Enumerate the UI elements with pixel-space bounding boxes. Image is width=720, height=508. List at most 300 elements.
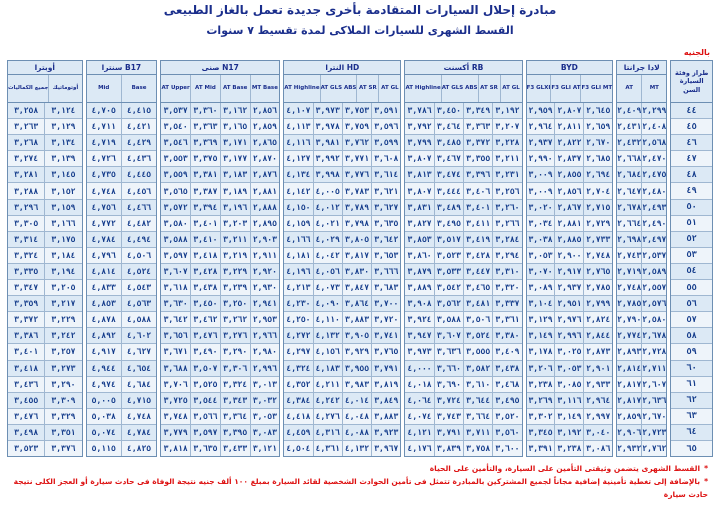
table-cell: ٥,٠٠٥ — [87, 393, 122, 408]
table-row — [405, 232, 521, 248]
table-cell: ٤,٨٢٥ — [127, 444, 152, 454]
table-row — [671, 216, 712, 232]
table-cell: ٤,٠١٨ — [405, 377, 434, 392]
table-cell: ٤,٦٨٤ — [127, 379, 152, 389]
table-cell: ٤,٥٠٦ — [127, 250, 152, 260]
age-cell: ٥٩ — [686, 346, 697, 357]
table-cell: ٤,٧٣٥ — [87, 167, 122, 182]
subheader-row — [87, 75, 157, 103]
table-cell: ٤,١٠٧ — [284, 103, 313, 118]
table-cell: ٣,٤٢٨ — [464, 248, 493, 263]
table-cell: ٣,٢١١ — [495, 154, 520, 164]
table-cell: ٣,٢٦٠ — [495, 202, 520, 212]
table-cell: ٣,٠٠٩ — [527, 167, 556, 182]
table-cell: ٤,٤٦٦ — [127, 202, 152, 212]
table-cell: ٣,٥٥٩ — [161, 167, 191, 182]
table-cell: ٣,٥٩٧ — [161, 248, 191, 263]
table-cell: ٥,٠٧٤ — [87, 425, 122, 440]
subheader-row — [405, 75, 521, 103]
table-cell: ٣,٦٠٧ — [161, 264, 191, 279]
table-row — [405, 328, 521, 344]
panel-age — [670, 60, 713, 457]
table-row — [617, 135, 666, 151]
table-cell: ٣,٩٢٤ — [405, 312, 434, 327]
table-cell: ٣,٢٩٦ — [8, 200, 45, 215]
table-cell: ٣,٤٥٥ — [8, 393, 45, 408]
table-cell: ٢,٦٦٤ — [617, 216, 642, 231]
table-cell: ٤,١٥٦ — [314, 344, 343, 359]
table-cell: ٢,٩١١ — [252, 250, 277, 260]
table-cell: ٢,٦٧٠ — [642, 411, 667, 421]
table-cell: ٣,٩٧٨ — [314, 119, 343, 134]
table-cell: ٣,٣٩٦ — [464, 167, 493, 182]
table-cell: ٢,٨٥٩ — [617, 409, 642, 424]
table-cell: ٣,٥٣٣ — [435, 264, 464, 279]
table-cell: ٣,٣٨٦ — [8, 328, 45, 343]
table-row — [8, 425, 82, 441]
table-row — [527, 167, 613, 183]
table-row — [671, 296, 712, 312]
table-row — [284, 216, 400, 232]
table-cell: ٣,٠٤٠ — [586, 427, 611, 437]
age-cell: ٥٢ — [686, 234, 697, 245]
table-cell: ٣,٤٣٨ — [495, 363, 520, 373]
table-row — [8, 296, 82, 312]
table-cell: ٣,٣٨٧ — [191, 183, 221, 198]
table-cell: ٣,٩٨٣ — [343, 377, 372, 392]
table-cell: ٣,٨٥٣ — [405, 232, 434, 247]
table-cell: ٢,٧٠٤ — [586, 186, 611, 196]
table-row — [161, 361, 279, 377]
table-cell: ٢,٥٣٧ — [642, 250, 667, 260]
table-cell: ٣,٢٢٨ — [495, 138, 520, 148]
table-row — [8, 216, 82, 232]
table-cell: ٣,٩٩٢ — [314, 151, 343, 166]
age-cell: ٦٢ — [686, 395, 697, 406]
table-cell: ٢,٩٥٣ — [252, 315, 277, 325]
panel-lada — [616, 60, 667, 457]
table-cell: ٤,٧٥٦ — [87, 200, 122, 215]
table-cell: ٣,٥٤٦ — [161, 135, 191, 150]
table-cell: ٣,٦٣٦ — [435, 344, 464, 359]
table-cell: ٣,٦٠٧ — [435, 328, 464, 343]
table-cell: ٢,٦٩٤ — [586, 170, 611, 180]
table-cell: ٣,٦٨٨ — [161, 361, 191, 376]
table-cell: ٣,٤٣٦ — [8, 377, 45, 392]
age-header-text: السن — [683, 85, 701, 94]
table-cell: ٤,٢٩٧ — [284, 344, 313, 359]
table-cell: ٤,١١٠ — [314, 312, 343, 327]
table-cell: ٤,٠٤٨ — [343, 409, 372, 424]
table-row — [405, 377, 521, 393]
table-cell: ٣,٥٧٢ — [161, 200, 191, 215]
table-cell: ٣,٤١١ — [464, 216, 493, 231]
table-row — [671, 135, 712, 151]
table-cell: ٢,٨٥٦ — [555, 183, 584, 198]
table-cell: ٣,٧٦٥ — [374, 347, 399, 357]
age-cell: ٤٧ — [686, 153, 697, 164]
table-cell: ٥,٠٣٨ — [87, 409, 122, 424]
table-row — [405, 312, 521, 328]
table-cell: ٣,٦٩٠ — [435, 377, 464, 392]
table-cell: ٢,٩٦٤ — [527, 119, 556, 134]
panel-title: أوبترا — [8, 61, 82, 75]
table-cell: ٣,٣٨١ — [191, 167, 221, 182]
table-cell: ٣,٦٧١ — [161, 344, 191, 359]
table-cell: ٢,٦٥٩ — [586, 122, 611, 132]
table-cell: ٢,٩٣٣ — [586, 379, 611, 389]
table-cell: ٤,٠١٤ — [343, 393, 372, 408]
table-cell: ٣,١٢٩ — [51, 122, 76, 132]
table-row — [671, 103, 712, 119]
table-cell: ٣,٧٥٣ — [343, 103, 372, 118]
table-row — [87, 103, 157, 119]
subheader-row — [8, 75, 82, 103]
table-cell: ٤,٧٩٦ — [87, 248, 122, 263]
table-cell: ٣,٢٥٦ — [495, 186, 520, 196]
table-row — [161, 167, 279, 183]
table-cell: ٣,٨٧٩ — [405, 264, 434, 279]
table-cell: ٣,٥٢٣ — [8, 441, 45, 456]
table-row — [671, 200, 712, 216]
table-cell: ٣,٩٦٧ — [374, 444, 399, 454]
table-cell: ٢,٤٣٢ — [617, 135, 642, 150]
table-cell: ٢,٩٩٦ — [555, 328, 584, 343]
table-row — [617, 409, 666, 425]
table-row — [161, 135, 279, 151]
table-row — [405, 425, 521, 441]
table-cell: ٣,٩٩٨ — [314, 167, 343, 182]
table-cell: ٣,٣٧٦ — [51, 444, 76, 454]
table-row — [405, 248, 521, 264]
table-cell: ٢,٧١٩ — [617, 264, 642, 279]
table-cell: ٣,٢٥٧ — [51, 347, 76, 357]
page-title: مبادرة إحلال السيارات المتقادمة بأخرى جديدة تعمل بالغاز الطبيعى — [163, 3, 557, 17]
table-cell: ٢,٩١٧ — [555, 264, 584, 279]
table-cell: ٢,٧٢٣ — [642, 427, 667, 437]
table-row — [87, 409, 157, 425]
table-cell: ٣,٩٠٥ — [343, 328, 372, 343]
table-cell: ٣,٤٠٩ — [495, 347, 520, 357]
table-cell: ٢,٩٩٦ — [252, 363, 277, 373]
age-cell: ٤٨ — [686, 169, 697, 180]
table-cell: ٢,٨٩٥ — [252, 218, 277, 228]
table-row — [87, 183, 157, 199]
table-cell: ٣,٢٦٨ — [8, 135, 45, 150]
table-cell: ٣,١٧٨ — [527, 344, 556, 359]
table-cell: ٤,٤٩٤ — [127, 234, 152, 244]
table-row — [8, 119, 82, 135]
table-cell: ٣,٦٠٠ — [495, 444, 520, 454]
table-row — [405, 119, 521, 135]
table-cell: ٤,٧٤٨ — [87, 183, 122, 198]
table-cell: ٣,٥٢٥ — [191, 377, 221, 392]
table-row — [8, 264, 82, 280]
table-cell: ٣,٨١٣ — [405, 167, 434, 182]
table-row — [161, 103, 279, 119]
column-header: F3 GLXI — [527, 75, 552, 102]
table-cell: ٣,٠٣٤ — [527, 216, 556, 231]
table-cell: ٣,٥٢٣ — [435, 248, 464, 263]
table-cell: ٣,٨٦٠ — [405, 248, 434, 263]
table-cell: ٤,١٧٦ — [405, 441, 434, 456]
table-cell: ٢,٤٩٠ — [642, 218, 667, 228]
table-row — [284, 232, 400, 248]
column-header: جميع الكماليات — [8, 75, 49, 102]
table-cell: ٣,١٣٤ — [51, 138, 76, 148]
column-header: AT SR — [479, 75, 501, 102]
table-cell: ٣,٦٦٠ — [435, 361, 464, 376]
table-cell: ٣,٢٣١ — [495, 170, 520, 180]
table-cell: ٢,٨٦٧ — [555, 200, 584, 215]
column-header: AT Mid — [191, 75, 221, 102]
table-cell: ٤,٥٦٣ — [127, 299, 152, 309]
table-cell: ٣,٣١٠ — [495, 266, 520, 276]
table-cell: ٣,٢١٩ — [221, 248, 251, 263]
table-cell: ٣,٥٤٠ — [161, 119, 191, 134]
table-cell: ٢,٨٥٩ — [252, 122, 277, 132]
table-row — [87, 344, 157, 360]
table-cell: ٣,٧٠٠ — [374, 299, 399, 309]
table-cell: ٢,٧٦٢ — [642, 444, 667, 454]
table-row — [284, 296, 400, 312]
table-row — [8, 232, 82, 248]
table-row — [671, 232, 712, 248]
table-cell: ٣,٣٦٣ — [464, 119, 493, 134]
table-cell: ٣,٤٠٦ — [464, 183, 493, 198]
table-cell: ٣,٨٨٩ — [405, 280, 434, 295]
table-cell: ٣,٢٨٤ — [495, 234, 520, 244]
table-cell: ٣,٣٠٥ — [8, 216, 45, 231]
panel-sentra — [86, 60, 158, 457]
table-row — [671, 441, 712, 456]
table-cell: ٣,٢٢٩ — [51, 315, 76, 325]
table-cell: ٣,٣٤٩ — [464, 103, 493, 118]
table-cell: ٤,٤٣٦ — [127, 154, 152, 164]
table-cell: ٣,٧٥٨ — [464, 441, 493, 456]
table-cell: ٤,٤٢٩ — [127, 138, 152, 148]
table-cell: ٤,٨١٤ — [87, 264, 122, 279]
table-cell: ٢,٨٧٣ — [586, 347, 611, 357]
table-cell: ٣,٨٦٤ — [343, 296, 372, 311]
table-cell: ٤,٨٥٣ — [87, 296, 122, 311]
table-cell: ٣,٣٧٥ — [191, 151, 221, 166]
table-cell: ٣,٥٨٨ — [161, 232, 191, 247]
table-cell: ٤,٠٩٠ — [314, 296, 343, 311]
table-cell: ٣,٥٦٥ — [161, 183, 191, 198]
table-cell: ٤,٧٤٨ — [127, 411, 152, 421]
table-cell: ٣,٣٥١ — [51, 427, 76, 437]
table-row — [87, 248, 157, 264]
table-cell: ٣,٨٨٣ — [374, 411, 399, 421]
table-row — [161, 151, 279, 167]
table-cell: ٣,٩٠٨ — [405, 296, 434, 311]
table-row — [8, 167, 82, 183]
table-cell: ٢,٧٧٤ — [617, 328, 642, 343]
table-cell: ٣,٧٠٦ — [161, 377, 191, 392]
table-row — [405, 409, 521, 425]
table-row — [87, 216, 157, 232]
table-cell: ٣,٥٩٩ — [374, 138, 399, 148]
table-cell: ٣,٨١٩ — [374, 379, 399, 389]
table-cell: ٤,٥٨٨ — [127, 315, 152, 325]
table-cell: ٢,٧٤٣ — [617, 248, 642, 263]
table-cell: ٣,٢٣٨ — [527, 377, 556, 392]
column-header: MT Base — [251, 85, 278, 92]
table-row — [617, 296, 666, 312]
table-cell: ٣,٦٥٣ — [374, 250, 399, 260]
table-row — [617, 151, 666, 167]
table-cell: ٢,٨٧٦ — [252, 170, 277, 180]
table-cell: ٣,٠١٣ — [252, 379, 277, 389]
table-cell: ٣,٣١٤ — [8, 232, 45, 247]
table-cell: ٤,٤١٨ — [284, 409, 313, 424]
table-cell: ٣,٤٩٥ — [435, 216, 464, 231]
table-cell: ٤,٥٤٣ — [127, 283, 152, 293]
table-cell: ٣,٢٦٢ — [221, 312, 251, 327]
table-row — [161, 296, 279, 312]
table-cell: ٣,٤٦٧ — [435, 151, 464, 166]
age-header — [671, 61, 712, 103]
panel-title: صنى N17 — [161, 61, 279, 75]
table-row — [405, 393, 521, 409]
table-row — [671, 264, 712, 280]
table-cell: ٢,٧٨٥ — [586, 283, 611, 293]
table-cell: ٣,١٦٢ — [221, 103, 251, 118]
table-cell: ٣,٢٧٦ — [221, 328, 251, 343]
table-cell: ٣,١٦٥ — [221, 119, 251, 134]
table-row — [617, 103, 666, 119]
table-cell: ٤,٩٧٤ — [87, 377, 122, 392]
table-cell: ٣,٤١٠ — [191, 232, 221, 247]
table-cell: ٣,٦٦٤ — [464, 409, 493, 424]
table-cell: ٣,٣٦٣ — [191, 119, 221, 134]
table-cell: ٣,٥٢٤ — [464, 328, 493, 343]
table-row — [671, 361, 712, 377]
table-cell: ٢,٩٣٠ — [252, 283, 277, 293]
table-cell: ٣,٧٢٠ — [374, 315, 399, 325]
table-cell: ٣,٤٩٥ — [495, 395, 520, 405]
table-cell: ٤,٢٤٢ — [314, 393, 343, 408]
table-row — [8, 200, 82, 216]
table-row — [284, 441, 400, 456]
table-cell: ٣,٣٨٠ — [495, 331, 520, 341]
table-cell: ٣,٥٠٦ — [464, 312, 493, 327]
table-cell: ٣,٣٣٧ — [495, 299, 520, 309]
table-cell: ٢,٩٤١ — [252, 299, 277, 309]
column-header: AT GL — [381, 85, 399, 92]
table-cell: ٣,٤٨١ — [464, 296, 493, 311]
table-cell: ٣,١٧٧ — [221, 151, 251, 166]
column-header: Mid — [87, 75, 122, 102]
table-cell: ٢,٤٣١ — [617, 119, 642, 134]
table-cell: ٣,٠٣٢ — [252, 395, 277, 405]
table-cell: ٤,٠٧٤ — [405, 409, 434, 424]
table-row — [8, 248, 82, 264]
age-cell: ٥٥ — [686, 282, 697, 293]
table-cell: ٢,٨٧٠ — [252, 154, 277, 164]
table-cell: ٣,٠٥٣ — [252, 411, 277, 421]
table-row — [527, 425, 613, 441]
table-row — [284, 409, 400, 425]
table-cell: ٢,٨١٤ — [617, 361, 642, 376]
table-cell: ٣,٢٠٧ — [495, 122, 520, 132]
table-cell: ٣,٦١٨ — [161, 280, 191, 295]
table-row — [87, 361, 157, 377]
table-cell: ٣,٥٣٧ — [161, 103, 191, 118]
table-cell: ٣,٣٤٥ — [527, 425, 556, 440]
panel-elantra — [283, 60, 401, 457]
table-cell: ٣,٥٩١ — [374, 106, 399, 116]
table-cell: ٢,٤٠٩ — [617, 103, 642, 118]
table-cell: ٣,١٩٢ — [495, 106, 520, 116]
table-cell: ٣,٤٤٤ — [435, 183, 464, 198]
table-cell: ٢,٤٨٠ — [642, 186, 667, 196]
table-cell: ٢,٨٥٥ — [555, 167, 584, 182]
table-cell: ٣,٣٥٩ — [8, 296, 45, 311]
table-row — [87, 312, 157, 328]
table-cell: ٣,٣٥٥ — [464, 151, 493, 166]
table-row — [617, 393, 666, 409]
table-row — [527, 328, 613, 344]
table-row — [8, 103, 82, 119]
table-cell: ٢,٨٣٧ — [555, 151, 584, 166]
table-cell: ٣,٧٧٩ — [161, 425, 191, 440]
table-row — [8, 393, 82, 409]
table-cell: ٢,٧٤٨ — [617, 280, 642, 295]
table-cell: ٣,٧٨٩ — [343, 200, 372, 215]
table-row — [87, 200, 157, 216]
table-cell: ٣,٤٦٥ — [464, 280, 493, 295]
table-cell: ٤,١٦٦ — [284, 232, 313, 247]
table-cell: ٤,٢٣٠ — [284, 296, 313, 311]
table-cell: ٣,٨١٨ — [161, 441, 191, 456]
age-cell: ٤٦ — [686, 137, 697, 148]
table-cell: ٣,١٥٩ — [51, 202, 76, 212]
table-row — [284, 361, 400, 377]
table-cell: ٤,٠٢٩ — [314, 232, 343, 247]
table-cell: ٣,٨٠٧ — [405, 151, 434, 166]
table-row — [284, 200, 400, 216]
table-cell: ٣,٠٠٩ — [527, 183, 556, 198]
table-cell: ٣,٩٨١ — [314, 135, 343, 150]
panel-title: سنترا B17 — [87, 61, 157, 75]
table-cell: ٤,٠٤٢ — [314, 248, 343, 263]
table-cell: ٢,٤٠٨ — [642, 122, 667, 132]
table-cell: ٤,١٢١ — [405, 425, 434, 440]
table-cell: ٢,٧٦٥ — [586, 266, 611, 276]
table-row — [671, 183, 712, 199]
table-row — [405, 441, 521, 456]
column-header: AT GL — [502, 85, 520, 92]
table-row — [8, 361, 82, 377]
table-cell: ٣,٢٩٠ — [221, 344, 251, 359]
table-cell: ٢,٩٩٠ — [527, 151, 556, 166]
table-cell: ٣,٨٤٧ — [343, 280, 372, 295]
table-row — [284, 167, 400, 183]
table-cell: ٣,٦٤٢ — [374, 234, 399, 244]
table-cell: ٤,٧٨٤ — [87, 232, 122, 247]
table-cell: ٢,٥٦٨ — [642, 138, 667, 148]
table-cell: ٢,٨٠٧ — [555, 103, 584, 118]
table-row — [405, 264, 521, 280]
table-row — [87, 264, 157, 280]
table-cell: ٤,١٥٩ — [284, 216, 313, 231]
table-cell: ٣,٠٢٠ — [527, 200, 556, 215]
table-cell: ٢,٦٦٨ — [617, 151, 642, 166]
table-cell: ٣,٦٨٣ — [374, 283, 399, 293]
table-cell: ٣,٣٧٢ — [464, 135, 493, 150]
